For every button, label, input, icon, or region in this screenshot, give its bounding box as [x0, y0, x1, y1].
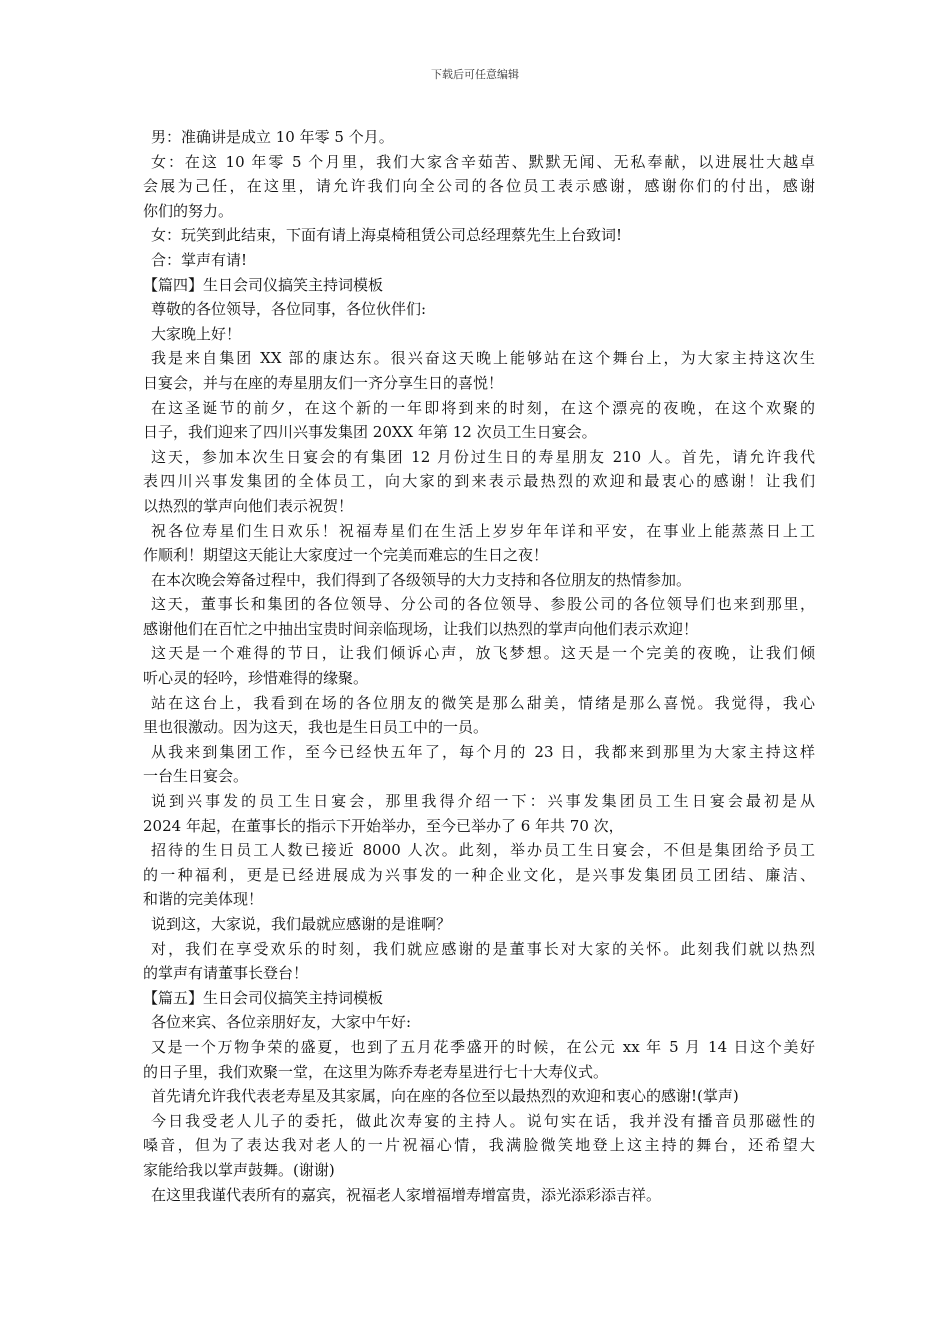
text-line: 在这圣诞节的前夕，在这个新的一年即将到来的时刻，在这个漂亮的夜晚，在这个欢聚的 [151, 398, 815, 417]
text-line: 听心灵的轻吟，珍惜难得的缘聚。 [143, 669, 369, 688]
text-line: 祝各位寿星们生日欢乐！祝福寿星们在生活上岁岁年年详和平安，在事业上能蒸蒸日上工 [151, 521, 815, 540]
text-line: 大家晚上好！ [151, 324, 242, 343]
text-line: 你们的努力。 [143, 201, 234, 220]
text-line: 2024 年起，在董事长的指示下开始举办，至今已举办了 6 年共 70 次， [143, 816, 624, 835]
text-line: 的掌声有请董事长登台！ [143, 964, 309, 983]
text-line: 女：在这 10 年零 5 个月里，我们大家含辛茹苦、默默无闻、无私奉献，以进展壮大越卓 [151, 152, 815, 171]
text-line: 各位来宾、各位亲朋好友，大家中午好: [151, 1013, 412, 1032]
text-line: 今日我受老人儿子的委托，做此次寿宴的主持人。说句实在话，我并没有播音员那磁性的 [151, 1111, 815, 1130]
text-line: 女：玩笑到此结束，下面有请上海桌椅租赁公司总经理蔡先生上台致词! [151, 226, 623, 245]
text-line: 里也很激动。因为这天，我也是生日员工中的一员。 [143, 718, 489, 737]
section-heading: 【篇五】生日会司仪搞笑主持词模板 [143, 988, 384, 1007]
text-line: 我是来自集团 XX 部的康达东。很兴奋这天晚上能够站在这个舞台上，为大家主持这次生 [151, 349, 815, 368]
text-line: 日子，我们迎来了四川兴事发集团 20XX 年第 12 次员工生日宴会。 [143, 423, 597, 442]
text-line: 对，我们在享受欢乐的时刻，我们就应感谢的是董事长对大家的关怀。此刻我们就以热烈 [151, 939, 815, 958]
text-line: 站在这台上，我看到在场的各位朋友的微笑是那么甜美，情绪是那么喜悦。我觉得，我心 [151, 693, 815, 712]
text-line: 在这里我谨代表所有的嘉宾，祝福老人家增福增寿增富贵，添光添彩添吉祥。 [151, 1185, 662, 1204]
text-line: 在本次晚会筹备过程中，我们得到了各级领导的大力支持和各位朋友的热情参加。 [151, 570, 692, 589]
text-line: 嗓音，但为了表达我对老人的一片祝福心情，我满脸微笑地登上这主持的舞台，还希望大 [143, 1136, 815, 1155]
text-line: 这天，参加本次生日宴会的有集团 12 月份过生日的寿星朋友 210 人。首先，请允许我代 [151, 447, 815, 466]
text-line: 作顺利！期望这天能让大家度过一个完美而难忘的生日之夜！ [143, 546, 549, 565]
text-line: 从我来到集团工作，至今已经快五年了，每个月的 23 日，我都来到那里为大家主持这样 [151, 742, 815, 761]
text-line: 男：准确讲是成立 10 年零 5 个月。 [151, 128, 394, 146]
text-line: 合：掌声有请! [151, 250, 248, 269]
document-body [143, 125, 815, 1207]
text-line: 感谢他们在百忙之中抽出宝贵时间亲临现场，让我们以热烈的掌声向他们表示欢迎！ [143, 619, 699, 638]
text-line: 招待的生日员工人数已接近 8000 人次。此刻，举办员工生日宴会，不但是集团给予员工 [151, 841, 815, 860]
text-line: 表四川兴事发集团的全体员工，向大家的到来表示最热烈的欢迎和最衷心的感谢！让我们 [143, 472, 815, 491]
section-heading: 【篇四】生日会司仪搞笑主持词模板 [143, 275, 384, 294]
text-line: 和谐的完美体现！ [143, 890, 264, 909]
text-line: 会展为己任，在这里，请允许我们向全公司的各位员工表示感谢，感谢你们的付出，感谢 [143, 177, 815, 196]
text-line: 说到兴事发的员工生日宴会，那里我得介绍一下：兴事发集团员工生日宴会最初是从 [151, 792, 815, 811]
text-line: 以热烈的掌声向他们表示祝贺！ [143, 496, 354, 515]
text-line: 这天，董事长和集团的各位领导、分公司的各位领导、参股公司的各位领导们也来到那里， [151, 595, 815, 614]
text-line: 的一种福利，更是已经进展成为兴事发的一种企业文化，是兴事发集团员工团结、廉洁、 [143, 865, 815, 884]
text-line: 尊敬的各位领导，各位同事，各位伙伴们: [151, 300, 427, 319]
text-line: 这天是一个难得的节日，让我们倾诉心声，放飞梦想。这天是一个完美的夜晚，让我们倾 [151, 644, 815, 663]
text-line: 日宴会，并与在座的寿星朋友们一齐分享生日的喜悦！ [143, 373, 504, 392]
text-line: 的日子里，我们欢聚一堂，在这里为陈乔寿老寿星进行七十大寿仪式。 [143, 1062, 609, 1081]
page-header-note: 下载后可任意编辑 [431, 68, 519, 81]
text-line: 一台生日宴会。 [143, 767, 249, 786]
text-line: 说到这，大家说，我们最就应感谢的是谁啊？ [151, 915, 452, 933]
text-line: 又是一个万物争荣的盛夏，也到了五月花季盛开的时候，在公元 xx 年 5 月 14 日这个美好 [151, 1037, 815, 1056]
text-line: 家能给我以掌声鼓舞。(谢谢) [143, 1160, 335, 1179]
text-line: 首先请允许我代表老寿星及其家属，向在座的各位至以最热烈的欢迎和衷心的感谢!(掌声) [151, 1087, 739, 1106]
